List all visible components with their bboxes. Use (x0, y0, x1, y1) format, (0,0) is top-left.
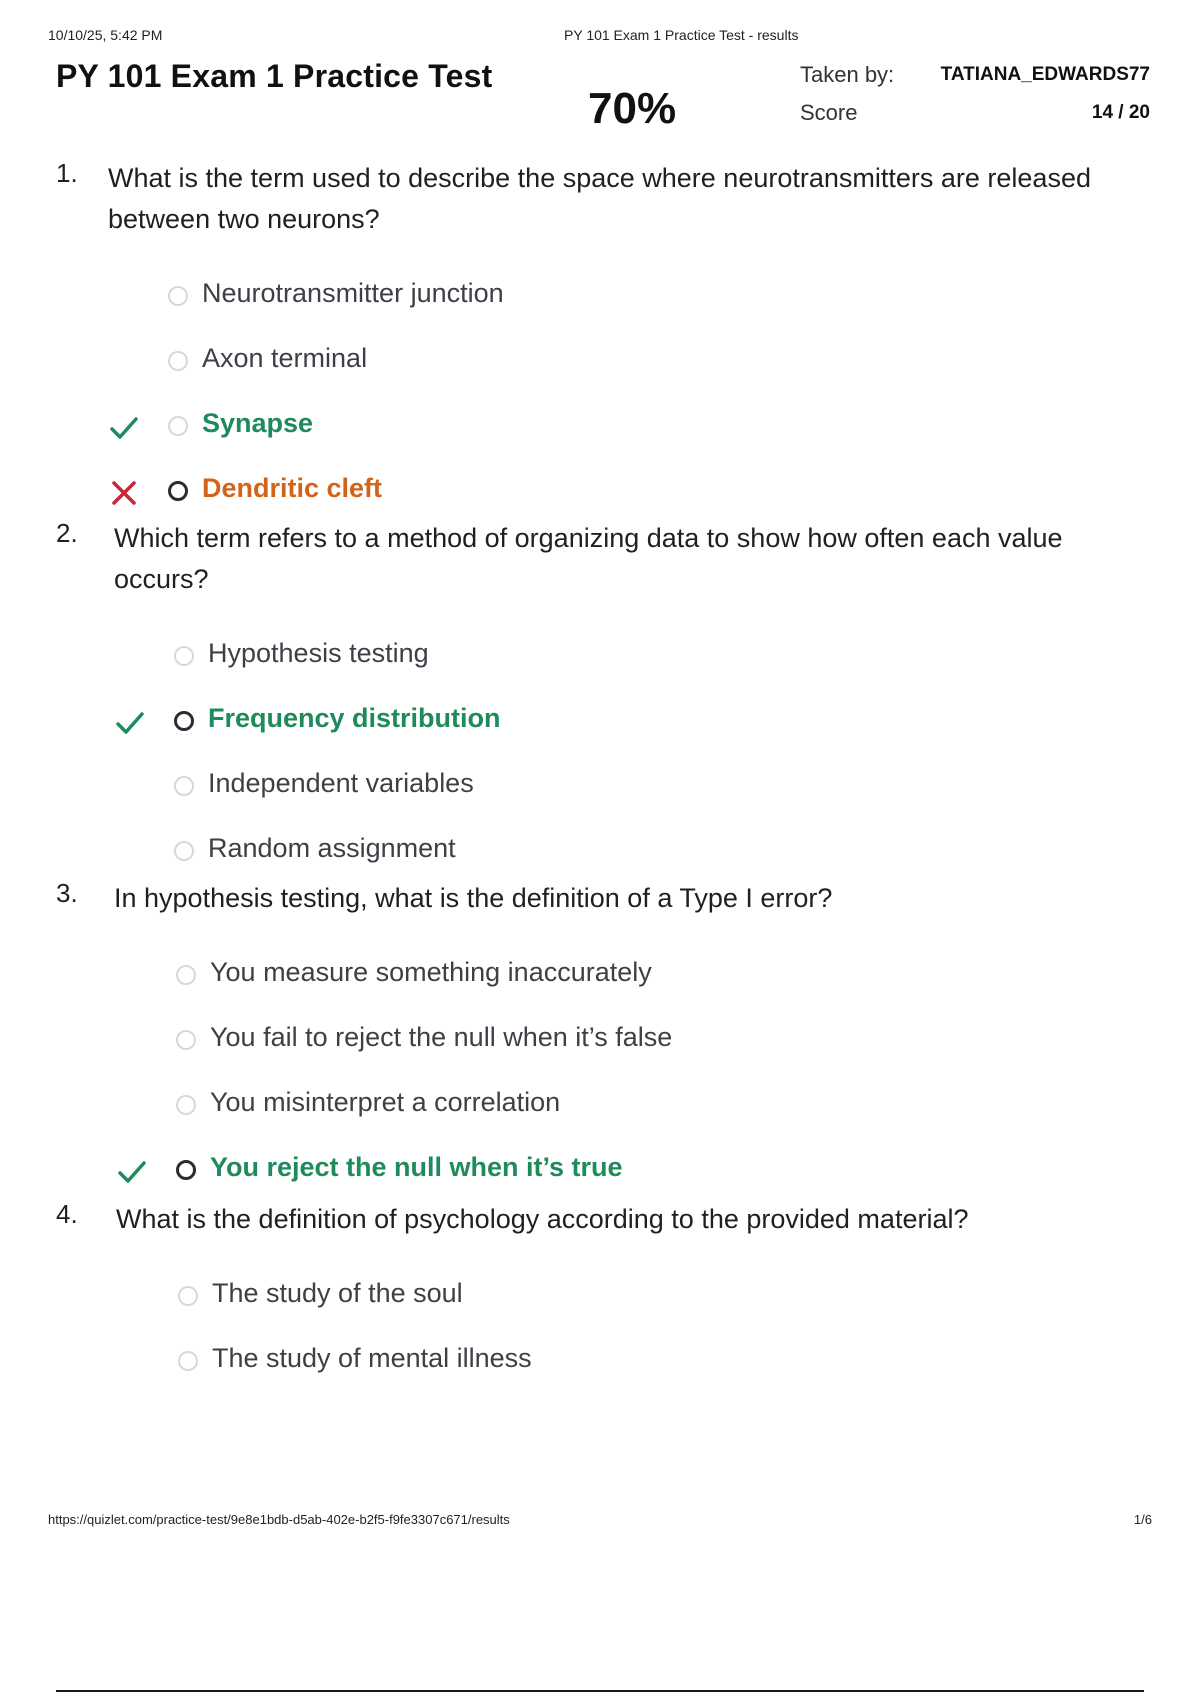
answer-option[interactable] (62, 626, 1156, 691)
answer-label: The study of mental illness (212, 1343, 532, 1373)
radio-icon[interactable] (176, 1095, 196, 1115)
answer-label: Frequency distribution (208, 703, 501, 733)
answer-option[interactable] (56, 266, 1156, 331)
question-number: 4. (56, 1199, 78, 1229)
answer-list (56, 266, 1156, 526)
answer-label: The study of the soul (212, 1278, 463, 1308)
answer-option[interactable] (64, 1075, 1156, 1140)
question-header (56, 878, 1156, 919)
question (56, 878, 1156, 1205)
question-text: What is the definition of psychology according to the provided material? (116, 1204, 969, 1234)
radio-icon[interactable] (176, 965, 196, 985)
answer-label: Dendritic cleft (202, 473, 383, 503)
answer-option[interactable] (64, 945, 1156, 1010)
answer-list (64, 945, 1156, 1205)
answer-label: Neurotransmitter junction (202, 278, 504, 308)
question-text: Which term refers to a method of organizing data to show how often each value occurs? (114, 523, 1063, 594)
check-icon (116, 1156, 148, 1188)
radio-icon[interactable] (176, 1160, 196, 1180)
question-header (56, 518, 1156, 600)
question-text: In hypothesis testing, what is the definition of a Type I error? (114, 883, 833, 913)
answer-option[interactable] (62, 821, 1156, 886)
radio-icon[interactable] (178, 1286, 198, 1306)
radio-icon[interactable] (174, 646, 194, 666)
taken-by-label: Taken by: (800, 62, 895, 87)
divider (56, 1690, 1144, 1692)
print-header (48, 27, 1152, 47)
answer-option[interactable] (64, 1140, 1156, 1205)
answer-option[interactable] (56, 461, 1156, 526)
radio-icon[interactable] (174, 711, 194, 731)
radio-icon[interactable] (176, 1030, 196, 1050)
question-number: 3. (56, 878, 78, 908)
taken-by-row (800, 62, 1150, 100)
radio-icon[interactable] (168, 286, 188, 306)
answer-option[interactable] (56, 396, 1156, 461)
answer-list (62, 626, 1156, 886)
page-title: PY 101 Exam 1 Practice Test (56, 58, 493, 94)
answer-label: You reject the null when it’s true (210, 1152, 623, 1182)
print-datetime: 10/10/25, 5:42 PM (48, 27, 163, 43)
answer-option[interactable] (62, 691, 1156, 756)
taken-by-username: TATIANA_EDWARDS77 (940, 64, 1150, 85)
answer-option[interactable] (62, 756, 1156, 821)
question-text: What is the term used to describe the space where neurotransmitters are released between two neurons? (108, 163, 1091, 234)
answer-label: Random assignment (208, 833, 456, 863)
question-number: 1. (56, 158, 78, 188)
check-icon (108, 412, 140, 444)
page-number: 1/6 (1133, 1512, 1152, 1527)
radio-icon[interactable] (178, 1351, 198, 1371)
question-header (56, 158, 1156, 240)
radio-icon[interactable] (168, 416, 188, 436)
page-url: https://quizlet.com/practice-test/9e8e1bdb-d5ab-402e-b2f5-f9fe3307c671/results (48, 1512, 510, 1527)
question (56, 158, 1156, 526)
question (56, 1199, 1156, 1396)
question-number: 2. (56, 518, 78, 548)
question (56, 518, 1156, 886)
print-doc-title: PY 101 Exam 1 Practice Test - results (564, 27, 799, 43)
answer-label: You misinterpret a correlation (210, 1087, 561, 1117)
answer-label: Synapse (202, 408, 314, 438)
radio-icon[interactable] (174, 841, 194, 861)
radio-icon[interactable] (168, 481, 188, 501)
cross-icon (108, 477, 140, 509)
answer-option[interactable] (56, 331, 1156, 396)
result-meta (800, 62, 1150, 138)
score-row (800, 100, 1150, 138)
radio-icon[interactable] (174, 776, 194, 796)
score-value: 14 / 20 (1091, 102, 1150, 123)
answer-option[interactable] (66, 1266, 1156, 1331)
answer-option[interactable] (64, 1010, 1156, 1075)
answer-label: Independent variables (208, 768, 474, 798)
question-header (56, 1199, 1156, 1240)
answer-label: Axon terminal (202, 343, 368, 373)
score-percent: 70% (588, 84, 677, 133)
answer-label: Hypothesis testing (208, 638, 429, 668)
answer-option[interactable] (66, 1331, 1156, 1396)
radio-icon[interactable] (168, 351, 188, 371)
answer-label: You fail to reject the null when it’s false (210, 1022, 673, 1052)
print-footer (48, 1512, 1152, 1532)
check-icon (114, 707, 146, 739)
answer-label: You measure something inaccurately (210, 957, 652, 987)
answer-list (66, 1266, 1156, 1396)
score-label: Score (800, 100, 858, 125)
